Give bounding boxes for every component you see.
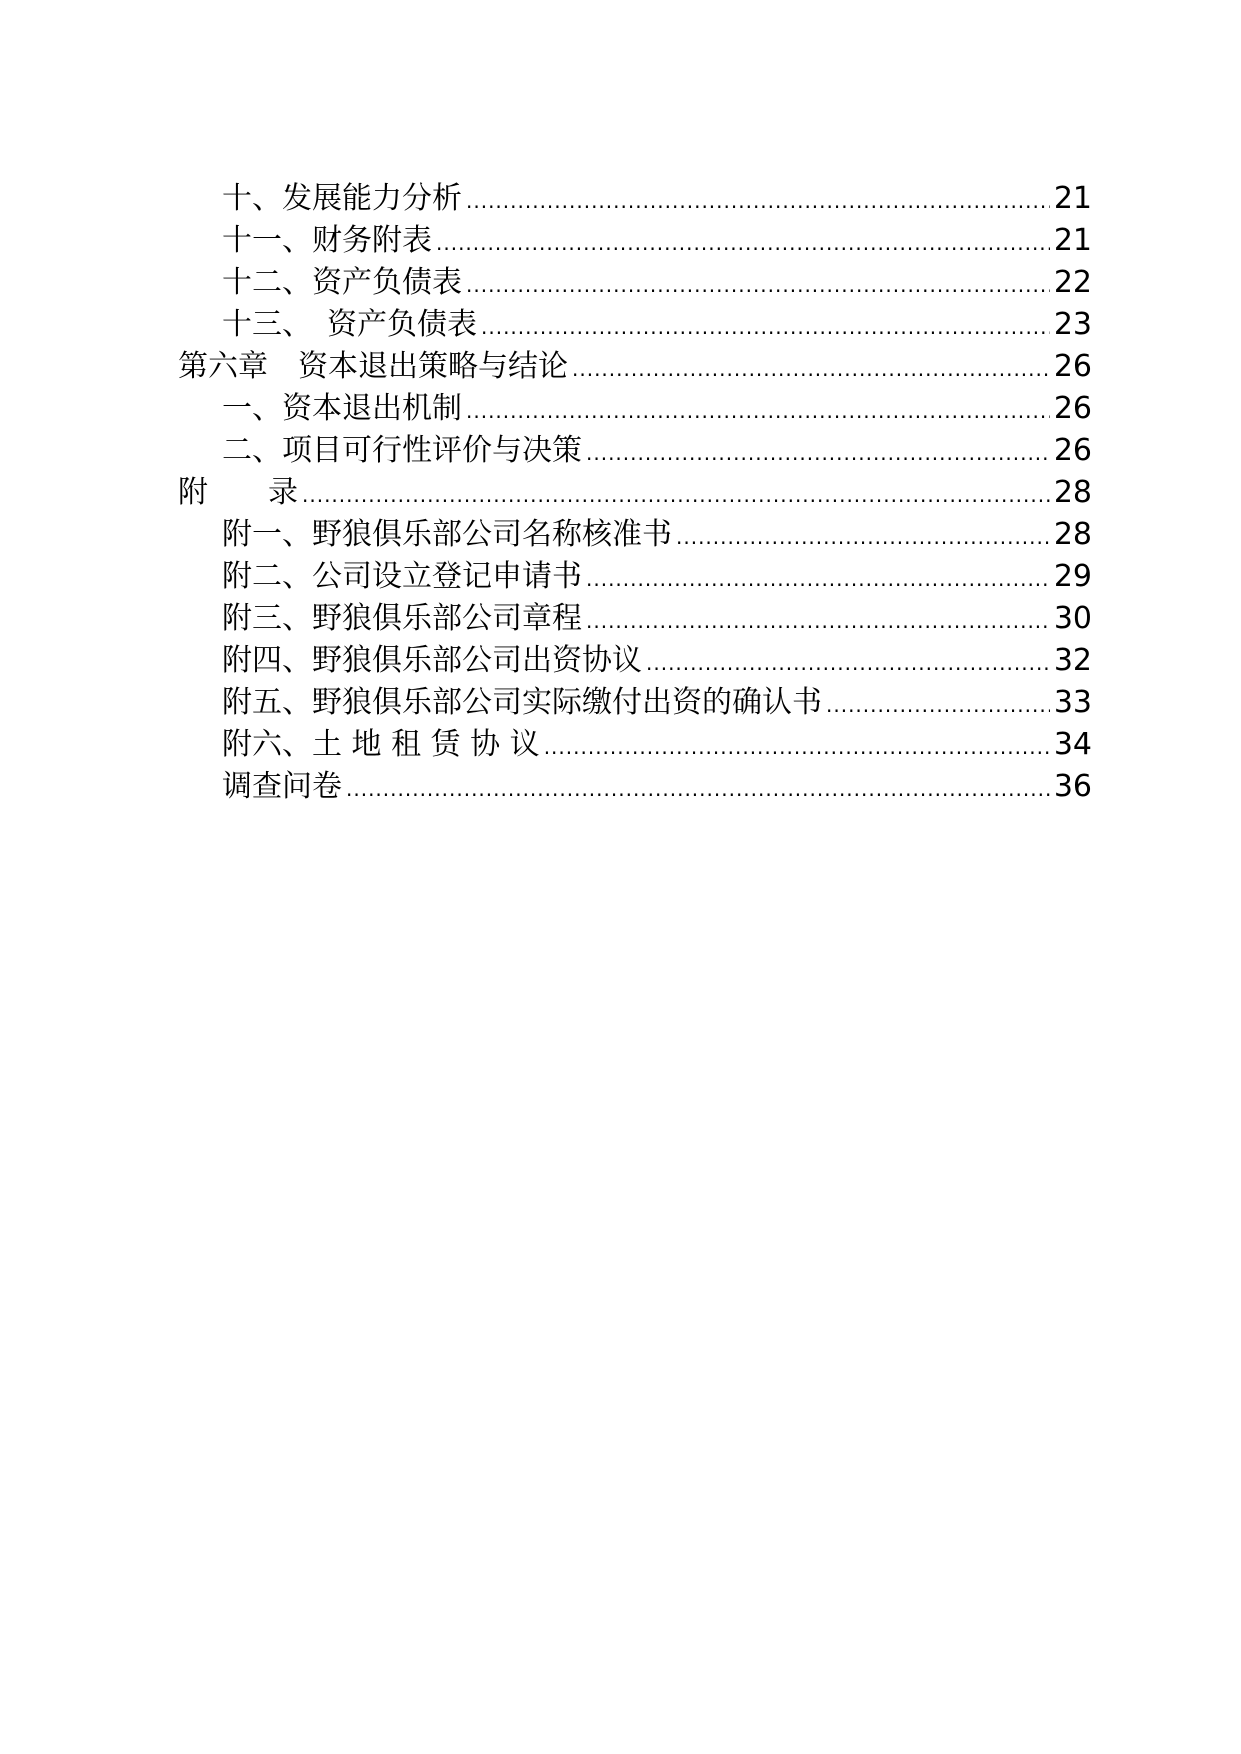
dot-leader	[676, 522, 1050, 552]
toc-entry-page: 28	[1053, 517, 1092, 552]
toc-entry[interactable]	[178, 178, 1092, 220]
dot-leader	[302, 480, 1050, 510]
dot-leader	[646, 648, 1050, 678]
toc-entry-title: 附三、野狼俱乐部公司章程	[222, 601, 582, 636]
toc-entry-page: 32	[1053, 643, 1092, 678]
toc-entry-page: 26	[1053, 349, 1092, 384]
toc-entry-title: 调查问卷	[222, 769, 342, 804]
toc-entry[interactable]	[178, 514, 1092, 556]
toc-entry[interactable]	[178, 430, 1092, 472]
toc-entry[interactable]	[178, 388, 1092, 430]
dot-leader	[481, 312, 1050, 342]
toc-entry[interactable]	[178, 220, 1092, 262]
toc-entry[interactable]	[178, 682, 1092, 724]
toc-entry-page: 28	[1053, 475, 1092, 510]
toc-entry-page: 26	[1053, 391, 1092, 426]
toc-entry-title: 十三、 资产负债表	[222, 307, 477, 342]
toc-entry[interactable]	[178, 472, 1092, 514]
toc-entry-page: 30	[1053, 601, 1092, 636]
toc-entry[interactable]	[178, 556, 1092, 598]
dot-leader	[436, 228, 1050, 258]
dot-leader	[586, 606, 1050, 636]
table-of-contents	[178, 178, 1092, 808]
toc-entry-page: 26	[1053, 433, 1092, 468]
toc-entry[interactable]	[178, 724, 1092, 766]
toc-entry[interactable]	[178, 598, 1092, 640]
dot-leader	[466, 270, 1050, 300]
toc-entry-page: 21	[1053, 223, 1092, 258]
toc-entry-page: 23	[1053, 307, 1092, 342]
toc-entry-title: 附五、野狼俱乐部公司实际缴付出资的确认书	[222, 685, 822, 720]
toc-entry[interactable]	[178, 346, 1092, 388]
dot-leader	[466, 186, 1050, 216]
toc-entry-title: 附 录	[178, 475, 298, 510]
toc-entry-title: 附一、野狼俱乐部公司名称核准书	[222, 517, 672, 552]
dot-leader	[586, 438, 1050, 468]
toc-entry-title: 第六章 资本退出策略与结论	[178, 349, 568, 384]
toc-entry-title: 附二、公司设立登记申请书	[222, 559, 582, 594]
toc-entry[interactable]	[178, 262, 1092, 304]
toc-entry-title: 十二、资产负债表	[222, 265, 462, 300]
dot-leader	[346, 774, 1050, 804]
toc-entry-title: 一、资本退出机制	[222, 391, 462, 426]
dot-leader	[572, 354, 1050, 384]
dot-leader	[544, 732, 1050, 762]
toc-entry-title: 十、发展能力分析	[222, 181, 462, 216]
dot-leader	[466, 396, 1050, 426]
toc-entry[interactable]	[178, 304, 1092, 346]
dot-leader	[826, 690, 1050, 720]
toc-entry-title: 十一、财务附表	[222, 223, 432, 258]
toc-entry[interactable]	[178, 766, 1092, 808]
toc-entry-page: 21	[1053, 181, 1092, 216]
toc-entry-page: 33	[1053, 685, 1092, 720]
toc-entry-page: 34	[1053, 727, 1092, 762]
toc-entry-title: 二、项目可行性评价与决策	[222, 433, 582, 468]
toc-entry-page: 29	[1053, 559, 1092, 594]
toc-entry-title: 附四、野狼俱乐部公司出资协议	[222, 643, 642, 678]
dot-leader	[586, 564, 1050, 594]
toc-entry-title: 附六、土 地 租 赁 协 议	[222, 727, 540, 762]
toc-entry-page: 22	[1053, 265, 1092, 300]
toc-entry[interactable]	[178, 640, 1092, 682]
toc-entry-page: 36	[1053, 769, 1092, 804]
